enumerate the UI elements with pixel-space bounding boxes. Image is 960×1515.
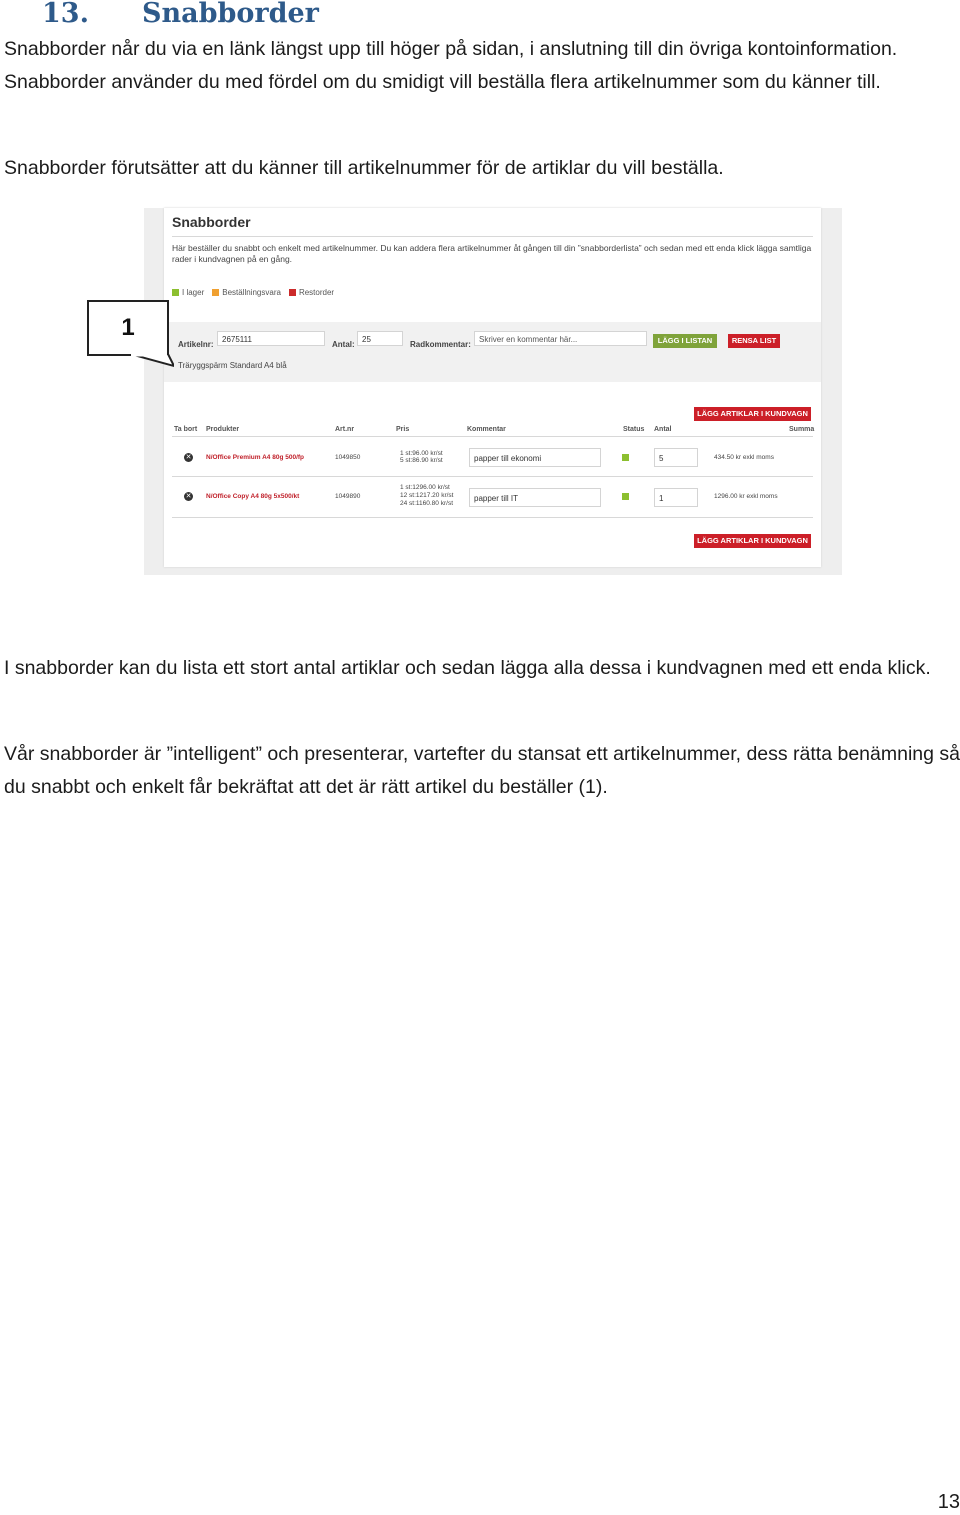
legend-item-in-stock: I lager xyxy=(172,288,204,297)
row-quantity-input[interactable]: 1 xyxy=(654,488,698,507)
intro-paragraph: Snabborder når du via en länk längst upp till höger på sidan, i anslutning till din övriga kontoinformation. Snabborder använder du med fördel om du smidigt vill beställa flera artikelnummer som du känner till. xyxy=(4,38,898,93)
snabborder-screenshot xyxy=(144,208,842,575)
panel-description: Här beställer du snabbt och enkelt med artikelnummer. Du kan addera flera artikelnummer åt gången till din ”snabborderlista” och sedan med ett enda klick lägga samtliga rader i kundvagnen på en gång. xyxy=(172,243,812,264)
col-header-quantity: Antal xyxy=(654,426,672,433)
add-to-list-button[interactable]: LÄGG I LISTAN xyxy=(653,334,717,348)
row-price-tier: 1 st:96.00 kr/st xyxy=(400,450,443,457)
snabborder-panel xyxy=(164,208,821,567)
callout-pointer-icon xyxy=(130,354,174,368)
row-artnr: 1049890 xyxy=(335,493,361,500)
row-sum: 1296.00 kr exkl moms xyxy=(714,493,778,500)
row-comment-label: Radkommentar: xyxy=(410,340,471,349)
status-square-icon xyxy=(212,289,219,296)
row-price-tier: 12 st:1217.20 kr/st xyxy=(400,492,454,499)
row-product[interactable]: N/Office Premium A4 80g 500/fp xyxy=(206,454,305,461)
article-label: Artikelnr: xyxy=(178,340,214,349)
resolved-product-name: Träryggspärm Standard A4 blå xyxy=(178,361,287,370)
col-header-comment: Kommentar xyxy=(467,426,506,433)
quantity-label: Antal: xyxy=(332,340,355,349)
legend-item-order-item: Beställningsvara xyxy=(212,288,281,297)
list-info-paragraph: I snabborder kan du lista ett stort antal artiklar och sedan lägga alla dessa i kundvagnen med ett enda klick. xyxy=(4,657,931,679)
row-sum: 434.50 kr exkl moms xyxy=(714,454,774,461)
section-heading xyxy=(42,0,319,29)
row-divider xyxy=(172,476,813,477)
row-comment-input[interactable]: Skriver en kommentar här... xyxy=(474,331,647,346)
legend-item-backorder: Restorder xyxy=(289,288,334,297)
status-square-icon xyxy=(289,289,296,296)
table-header-divider xyxy=(172,436,813,437)
page-number: 13 xyxy=(937,1491,960,1513)
col-header-sum: Summa xyxy=(789,426,815,433)
clear-list-button[interactable]: RENSA LIST xyxy=(728,334,780,348)
col-header-artnr: Art.nr xyxy=(335,426,355,433)
row-price-tier: 5 st:86.90 kr/st xyxy=(400,457,443,464)
divider xyxy=(172,236,813,237)
intelligent-info-paragraph: Vår snabborder är ”intelligent” och presenterar, vartefter du stansat ett artikelnummer, dess rätta benämning så du snabbt och enkelt får bekräftat att det är rätt artikel du beställer (1). xyxy=(4,743,960,798)
row-comment-input[interactable]: papper till ekonomi xyxy=(469,448,601,467)
add-to-cart-button-top[interactable]: LÄGG ARTIKLAR I KUNDVAGN xyxy=(694,407,811,421)
row-price-tier: 1 st:1296.00 kr/st xyxy=(400,484,450,491)
remove-row-icon[interactable]: ✕ xyxy=(185,493,192,500)
section-number: 13. xyxy=(42,0,89,29)
in-stock-status-icon xyxy=(622,454,629,461)
article-number-input[interactable]: 2675111 xyxy=(217,331,325,346)
row-product[interactable]: N/Office Copy A4 80g 5x500/kt xyxy=(206,493,300,500)
status-square-icon xyxy=(172,289,179,296)
callout-box: 1 xyxy=(87,300,169,356)
col-header-products: Produkter xyxy=(206,426,240,433)
add-to-cart-button-bottom[interactable]: LÄGG ARTIKLAR I KUNDVAGN xyxy=(694,534,811,548)
row-divider xyxy=(172,517,813,518)
requirement-paragraph: Snabborder förutsätter att du känner till artikelnummer för de artiklar du vill beställa. xyxy=(4,157,724,179)
col-header-price: Pris xyxy=(396,426,410,433)
row-price-tier: 24 st:1160.80 kr/st xyxy=(400,500,453,507)
col-header-remove: Ta bort xyxy=(174,426,198,433)
section-title: Snabborder xyxy=(142,0,319,29)
col-header-status: Status xyxy=(623,426,645,433)
row-quantity-input[interactable]: 5 xyxy=(654,448,698,467)
stock-legend xyxy=(172,288,334,297)
quantity-input[interactable]: 25 xyxy=(357,331,403,346)
remove-row-icon[interactable]: ✕ xyxy=(185,454,192,461)
row-comment-input[interactable]: papper till IT xyxy=(469,488,601,507)
in-stock-status-icon xyxy=(622,493,629,500)
row-artnr: 1049850 xyxy=(335,454,361,461)
panel-title: Snabborder xyxy=(172,214,251,230)
